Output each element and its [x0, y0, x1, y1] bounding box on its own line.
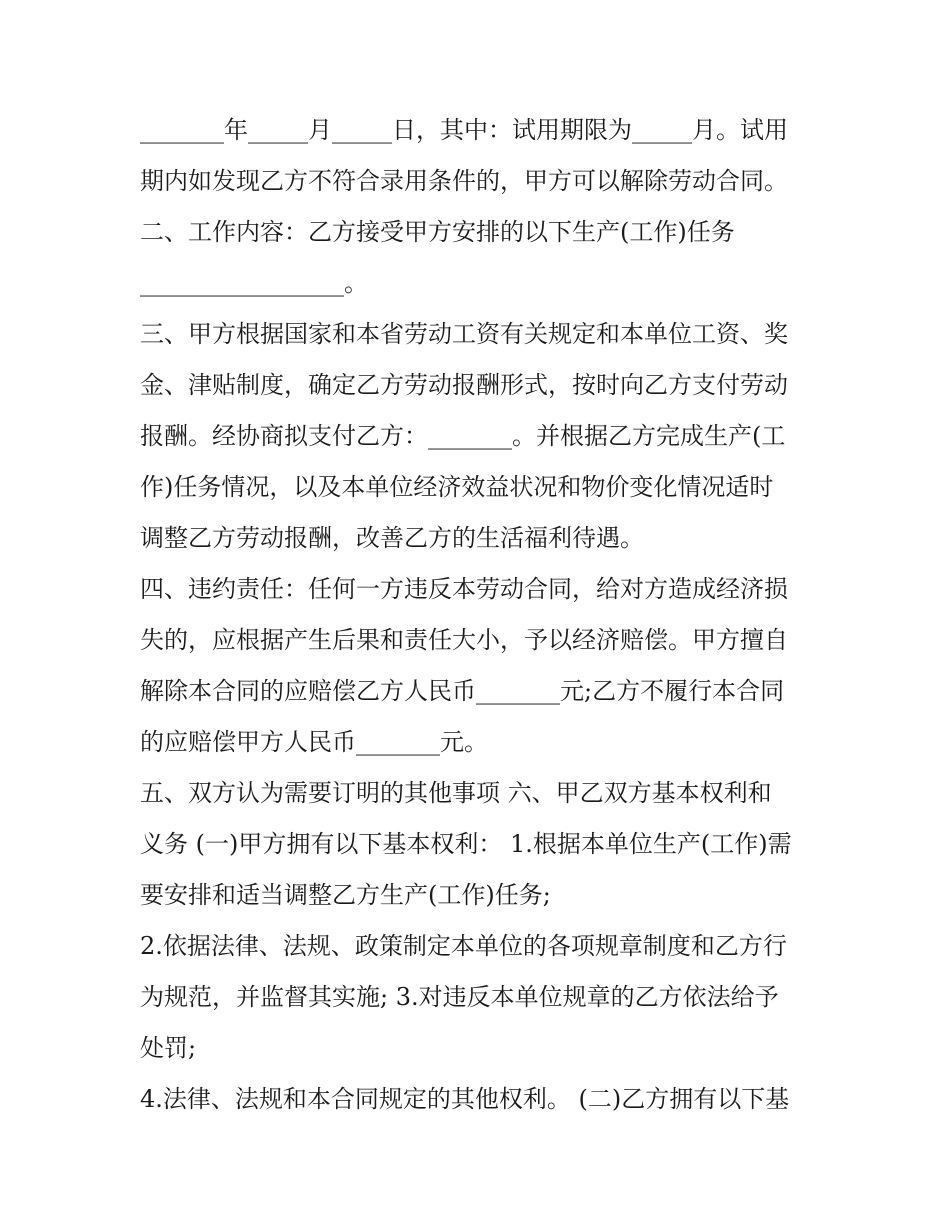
section-3-heading-line: 三、甲方根据国家和本省劳动工资有关规定和本单位工资、奖 [140, 320, 788, 348]
text-line: 处罚; [140, 1034, 197, 1062]
text-line: 解除本合同的应赔偿乙方人民币_______元;乙方不履行本合同 [140, 677, 785, 705]
text-line: 期内如发现乙方不符合录用条件的，甲方可以解除劳动合同。 [140, 167, 788, 195]
text-line: 为规范，并监督其实施; 3.对违反本单位规章的乙方依法给予 [140, 983, 779, 1011]
text-line: _________________。 [140, 269, 368, 297]
text-line: 失的，应根据产生后果和责任大小，予以经济赔偿。甲方擅自 [140, 626, 788, 654]
text-line: 4.法律、法规和本合同规定的其他权利。 (二)乙方拥有以下基 [140, 1085, 790, 1113]
text-line: 调整乙方劳动报酬，改善乙方的生活福利待遇。 [140, 524, 644, 552]
section-5-heading-line: 五、双方认为需要订明的其他事项 六、甲乙双方基本权利和 [140, 779, 772, 807]
contract-body [140, 105, 820, 1125]
section-4-heading-line: 四、违约责任：任何一方违反本劳动合同，给对方造成经济损 [140, 575, 788, 603]
text-line: 要安排和适当调整乙方生产(工作)任务; [140, 881, 551, 909]
text-line: 金、津贴制度，确定乙方劳动报酬形式，按时向乙方支付劳动 [140, 371, 788, 399]
text-line: 的应赔偿甲方人民币_______元。 [140, 728, 488, 756]
text-line: 2.依据法律、法规、政策制定本单位的各项规章制度和乙方行 [140, 932, 787, 960]
text-line: 义务 (一)甲方拥有以下基本权利： 1.根据本单位生产(工作)需 [140, 830, 792, 858]
text-line: 作)任务情况，以及本单位经济效益状况和物价变化情况适时 [140, 473, 774, 501]
text-line: _______年_____月_____日，其中：试用期限为_____月。试用 [140, 116, 788, 144]
text-line: 报酬。经协商拟支付乙方：_______。并根据乙方完成生产(工 [140, 422, 786, 450]
section-2-heading-line: 二、工作内容：乙方接受甲方安排的以下生产(工作)任务 [140, 218, 735, 246]
